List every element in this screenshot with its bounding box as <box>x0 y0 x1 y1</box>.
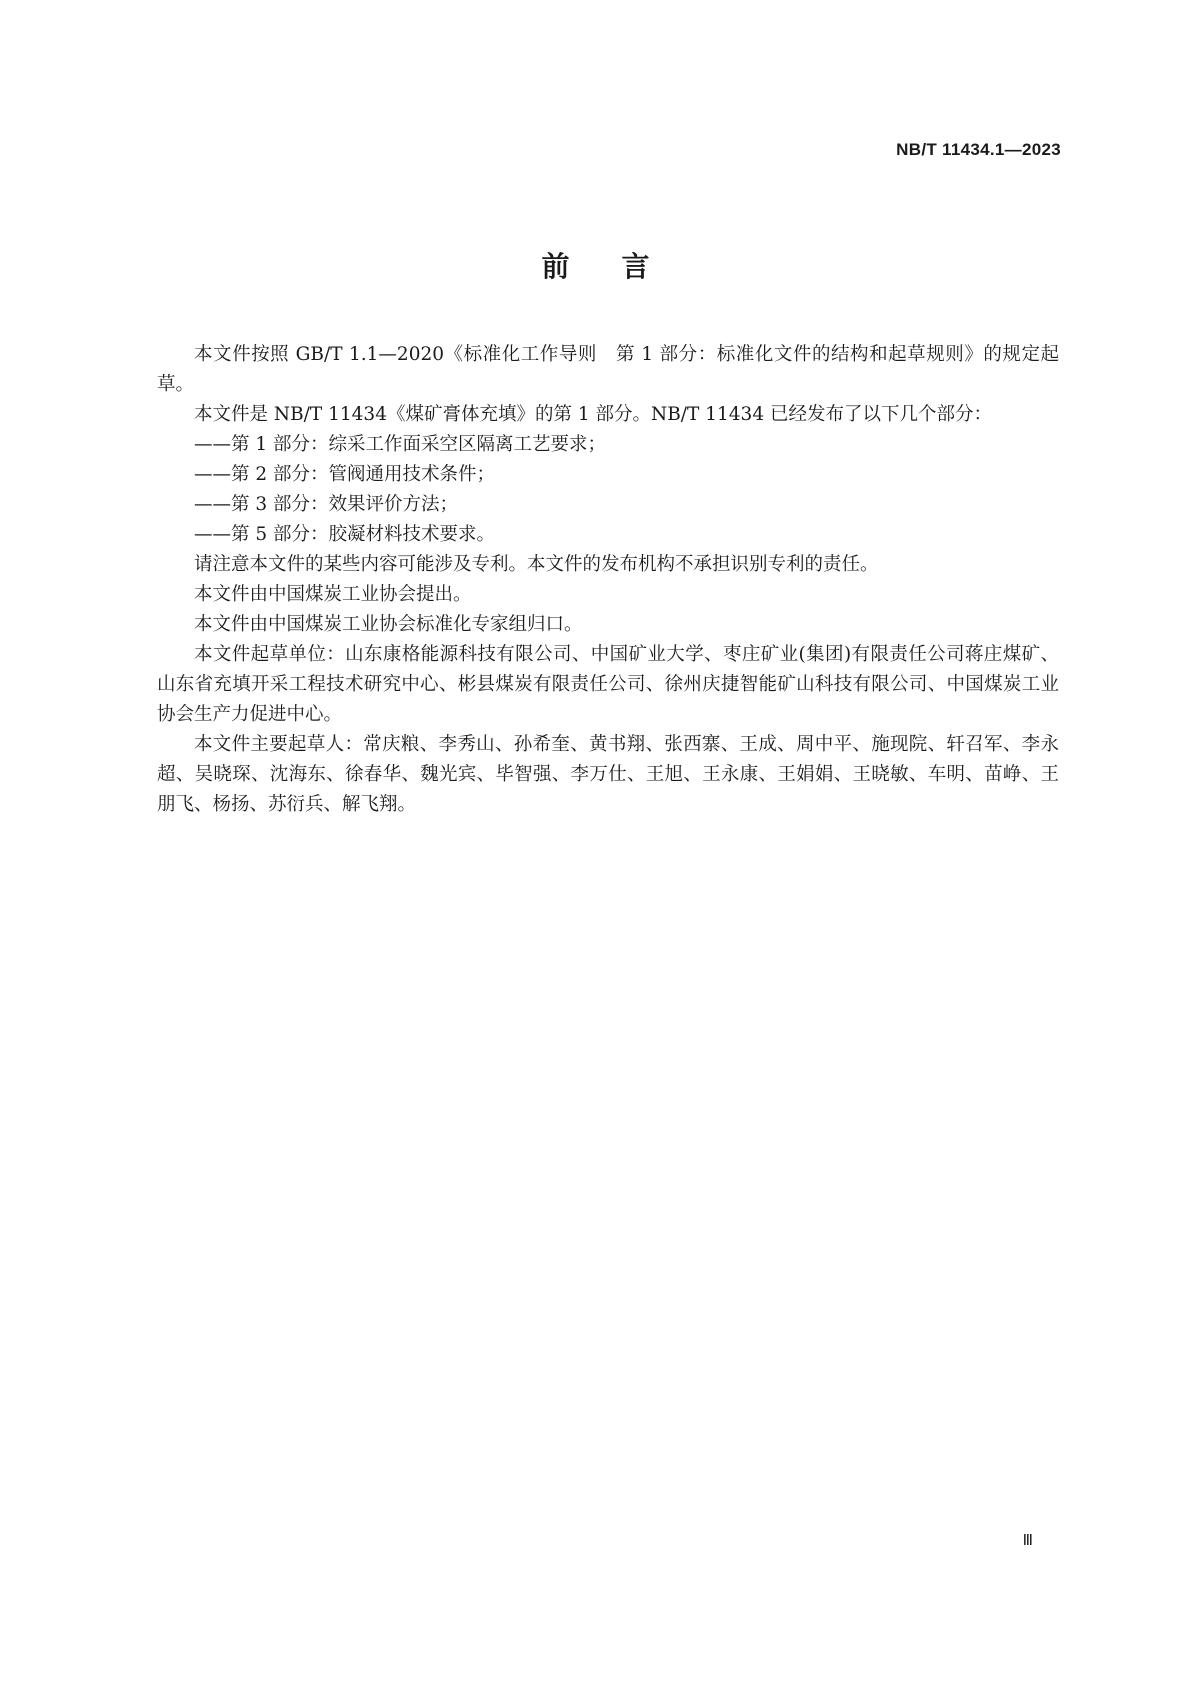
paragraph-drafters: 本文件主要起草人：常庆粮、李秀山、孙希奎、黄书翔、张西寨、王成、周中平、施现院、轩召军、李永超、吴晓琛、沈海东、徐春华、魏光宾、毕智强、李万仕、王旭、王永康、王娟娟、王晓敏、车明、苗峥、王朋飞、杨扬、苏衍兵、解飞翔。 <box>157 734 1059 815</box>
document-code: NB/T 11434.1—2023 <box>896 140 1061 159</box>
list-item-part-5: ——第 5 部分：胶凝材料技术要求。 <box>194 524 496 545</box>
list-item-part-3: ——第 3 部分：效果评价方法； <box>194 494 459 515</box>
paragraph-patent-notice: 请注意本文件的某些内容可能涉及专利。本文件的发布机构不承担识别专利的责任。 <box>194 554 879 575</box>
paragraph-drafting-units: 本文件起草单位：山东康格能源科技有限公司、中国矿业大学、枣庄矿业(集团)有限责任公司蒋庄煤矿、山东省充填开采工程技术研究中心、彬县煤炭有限责任公司、徐州庆捷智能矿山科技有限公司、中国煤炭工业协会生产力促进中心。 <box>157 644 1059 725</box>
page-title: 前言 <box>541 250 702 283</box>
foreword-body <box>157 340 1059 820</box>
list-item-part-1: ——第 1 部分：综采工作面采空区隔离工艺要求； <box>194 434 607 455</box>
paragraph-centralized-by: 本文件由中国煤炭工业协会标准化专家组归口。 <box>194 614 583 635</box>
paragraph-drafting-rules: 本文件按照 GB/T 1.1—2020《标准化工作导则 第 1 部分：标准化文件的结构和起草规则》的规定起草。 <box>157 344 1059 395</box>
list-item-part-2: ——第 2 部分：管阀通用技术条件； <box>194 464 496 485</box>
page-number: Ⅲ <box>1022 1533 1033 1549</box>
paragraph-proposer: 本文件由中国煤炭工业协会提出。 <box>194 584 472 605</box>
paragraph-part-info: 本文件是 NB/T 11434《煤矿膏体充填》的第 1 部分。NB/T 11434 已经发布了以下几个部分： <box>194 404 992 425</box>
